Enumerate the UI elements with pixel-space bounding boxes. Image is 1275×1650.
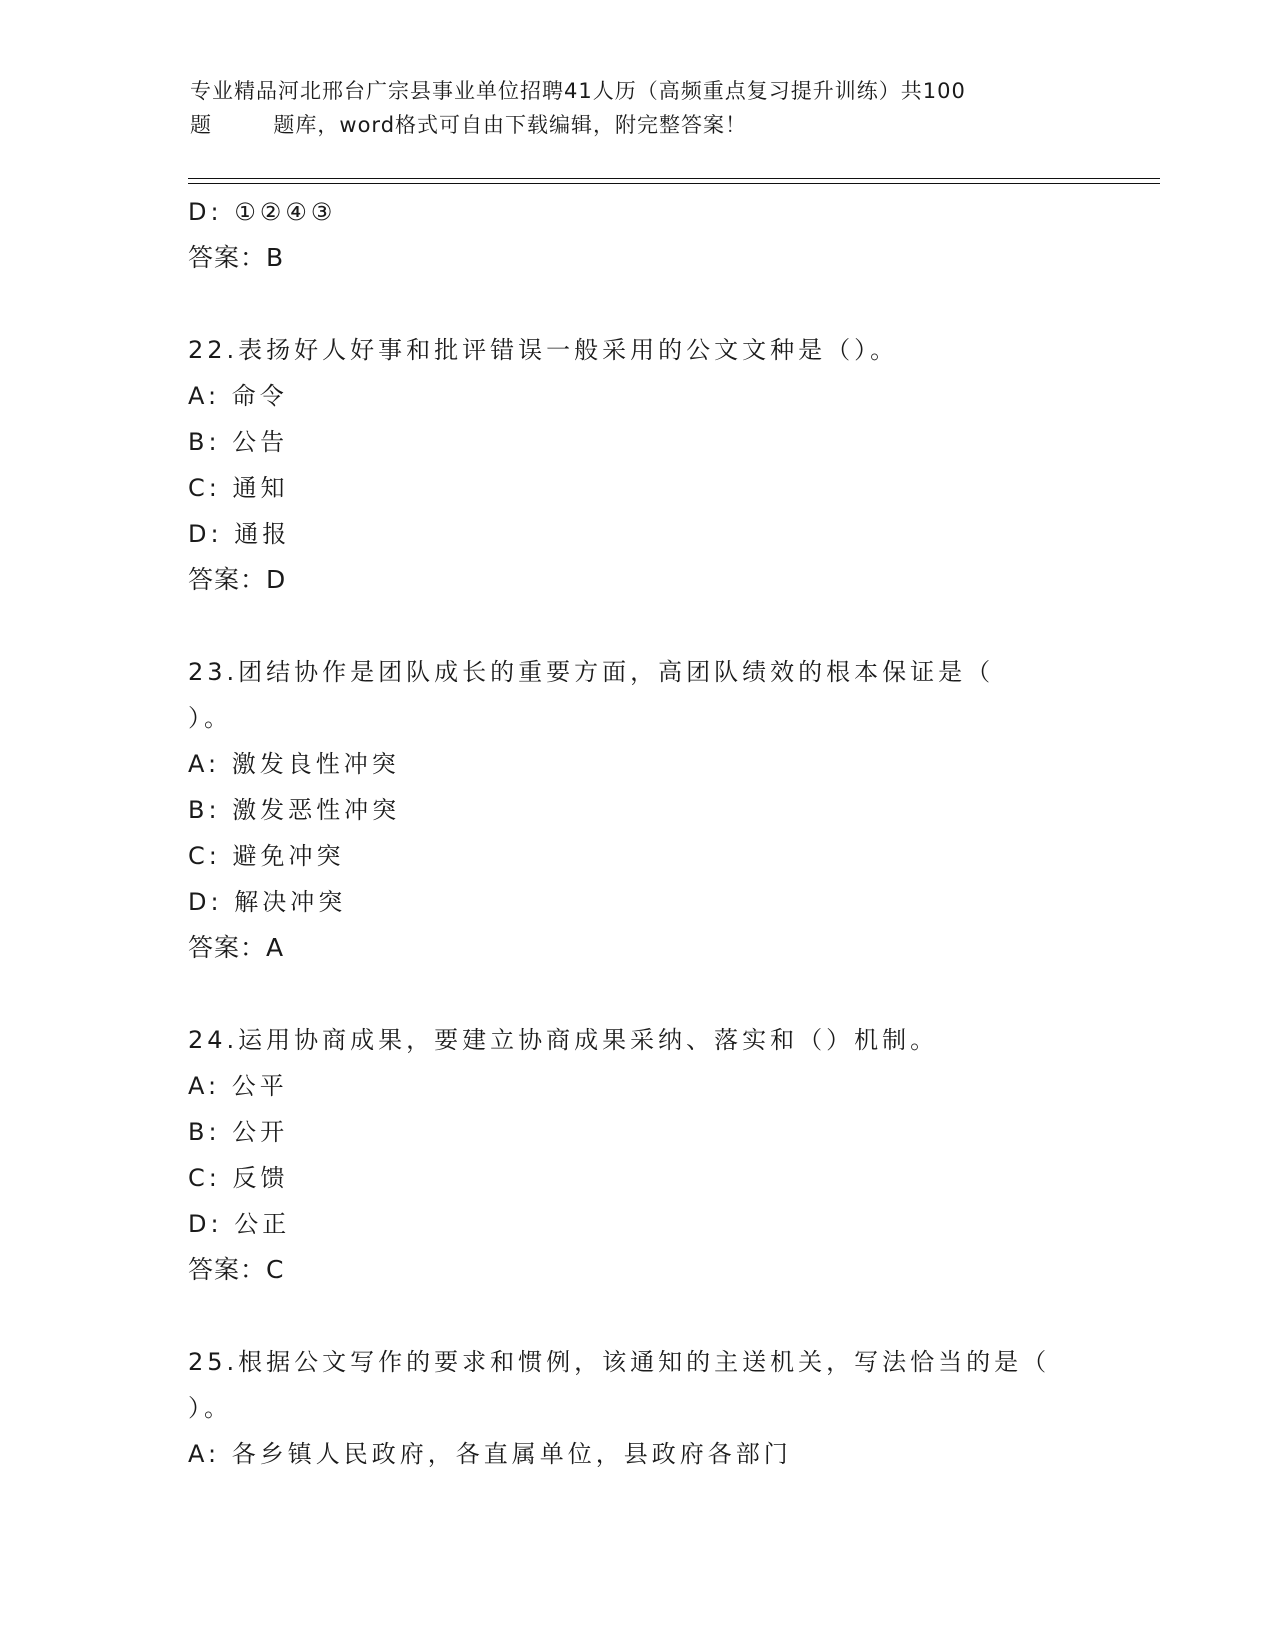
option-text: D: 公正 (188, 1210, 291, 1238)
answer-text: 答案：C (188, 1255, 285, 1284)
header-divider-bottom (188, 183, 1160, 184)
option-text: C: 避免冲突 (188, 842, 345, 870)
question-stem: 25.根据公文写作的要求和惯例，该通知的主送机关，写法恰当的是（ (188, 1348, 1051, 1376)
option-text: A: 激发良性冲突 (188, 750, 400, 778)
question-stem: 24.运用协商成果，要建立协商成果采纳、落实和（）机制。 (188, 1026, 939, 1054)
question-stem-continued: ）。 (188, 704, 232, 732)
option-text: D: ①②④③ (188, 198, 337, 226)
header-divider-top (188, 178, 1160, 179)
question-stem: 23.团结协作是团队成长的重要方面，高团队绩效的根本保证是（ (188, 658, 995, 686)
header-title-line2: 题 题库，word格式可自由下载编辑，附完整答案！ (190, 113, 748, 137)
spacer (188, 281, 1148, 327)
spacer (188, 1293, 1148, 1339)
spacer (188, 971, 1148, 1017)
option-text: A: 公平 (188, 1072, 288, 1100)
question-stem-continued: ）。 (188, 1394, 232, 1422)
question-stem: 22.表扬好人好事和批评错误一般采用的公文文种是（）。 (188, 336, 899, 364)
answer-text: 答案：D (188, 565, 287, 594)
option-text: D: 解决冲突 (188, 888, 347, 916)
option-text: B: 公告 (188, 428, 289, 456)
answer-text: 答案：A (188, 933, 285, 962)
option-text: A: 各乡镇人民政府，各直属单位，县政府各部门 (188, 1440, 792, 1468)
option-text: C: 通知 (188, 474, 289, 502)
option-text: C: 反馈 (188, 1164, 289, 1192)
question-content (188, 189, 1148, 1477)
spacer (188, 603, 1148, 649)
header-title-line1: 专业精品河北邢台广宗县事业单位招聘41人历（高频重点复习提升训练）共100 (190, 79, 966, 103)
option-text: D: 通报 (188, 520, 291, 548)
answer-text: 答案：B (188, 243, 285, 272)
page-header (190, 74, 1090, 142)
option-text: B: 公开 (188, 1118, 289, 1146)
option-text: A: 命令 (188, 382, 288, 410)
option-text: B: 激发恶性冲突 (188, 796, 401, 824)
